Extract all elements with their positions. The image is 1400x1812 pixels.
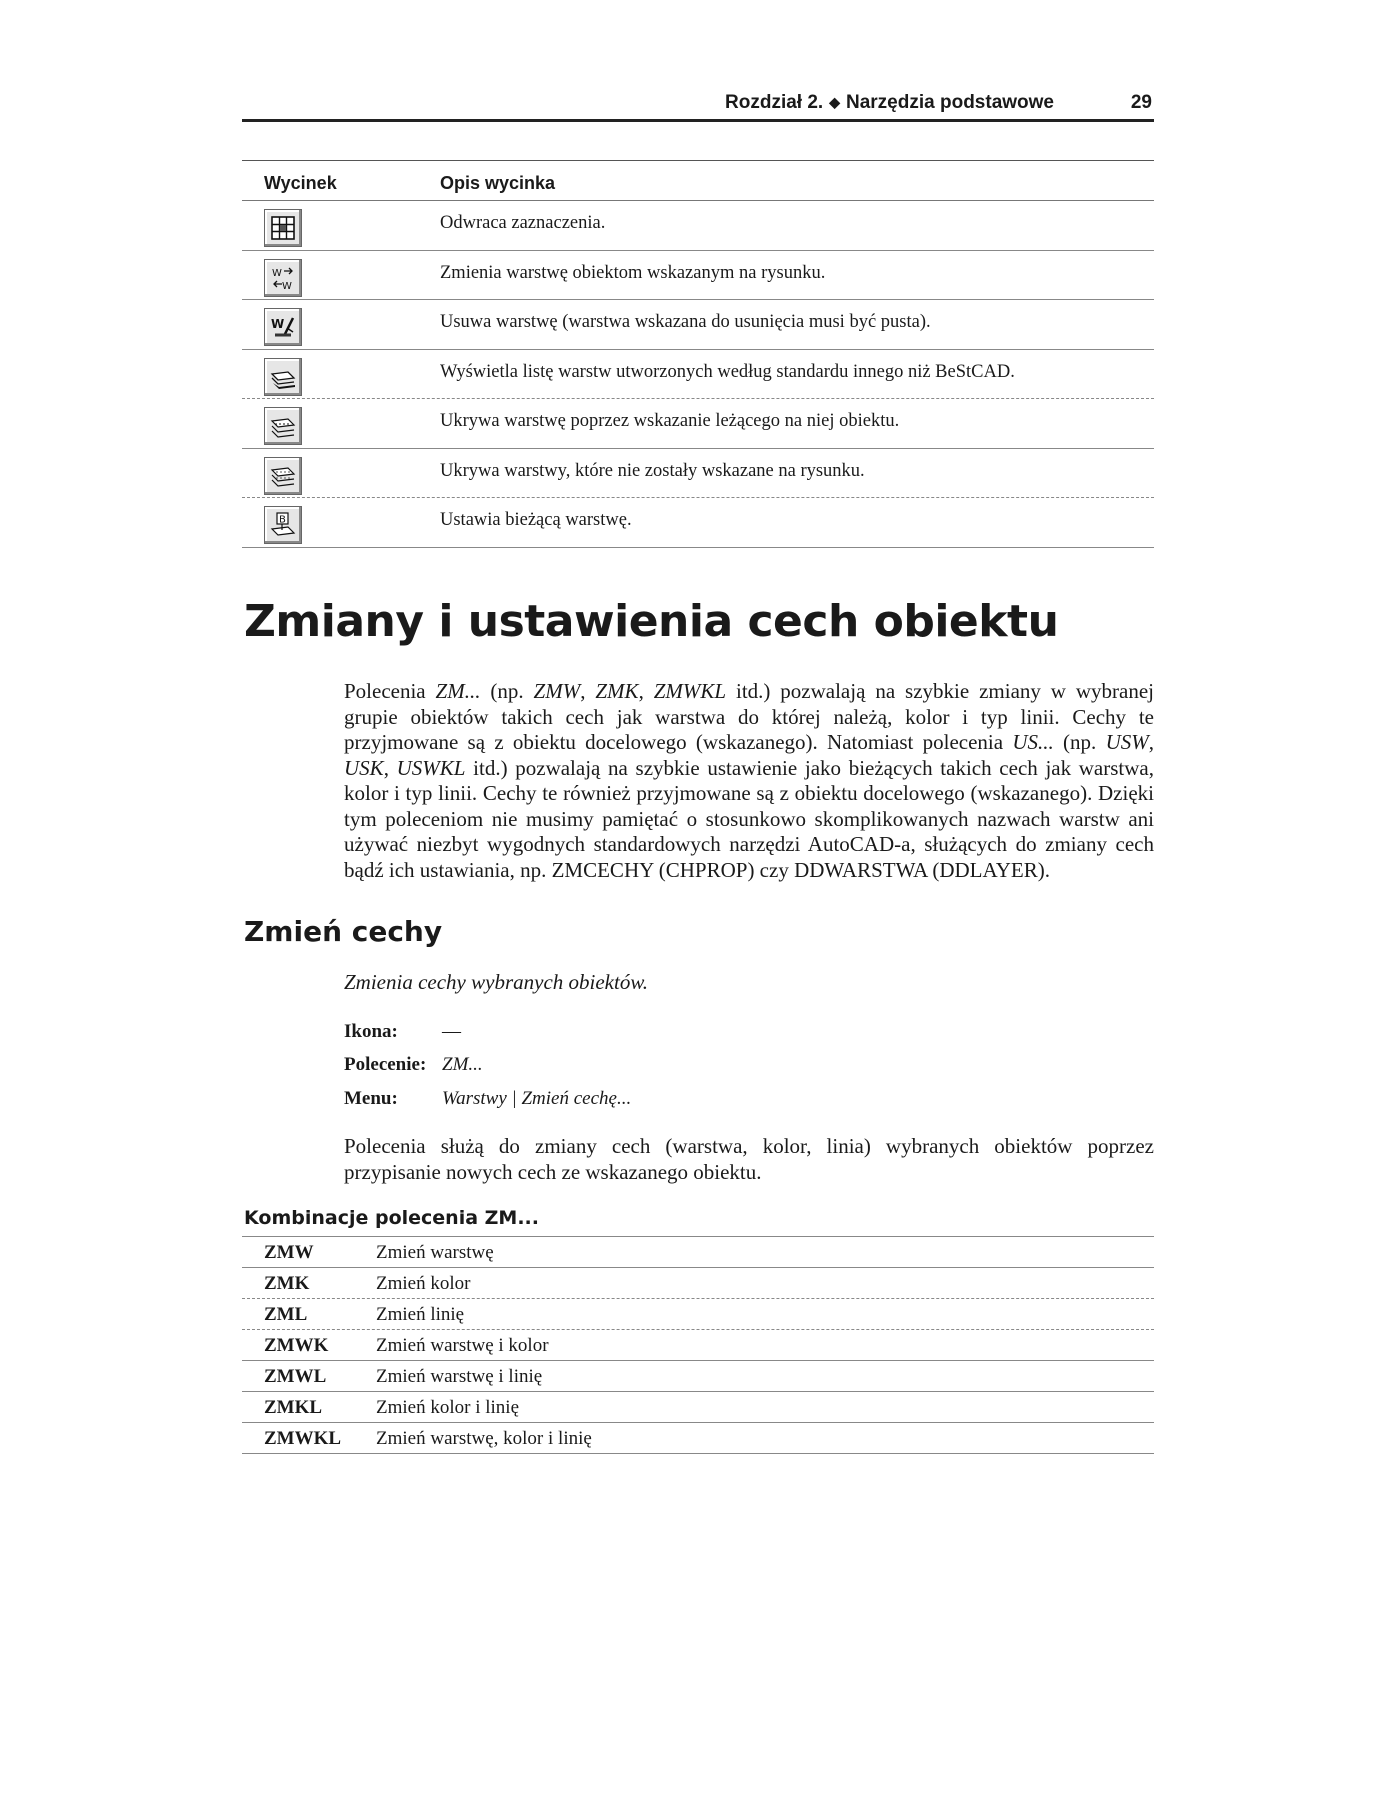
diamond-icon: ◆ (829, 94, 840, 110)
info-command-label: Polecenie (344, 1054, 420, 1075)
table-row (242, 1268, 1154, 1299)
command-code: ZMWK (264, 1335, 329, 1356)
command-description: Zmień warstwę, kolor i linię (376, 1428, 592, 1449)
svg-text:B: B (279, 514, 286, 526)
section-title: Zmiany i ustawienia cech obiektu (244, 596, 1059, 647)
column-header-wycinek: Wycinek (264, 173, 337, 193)
info-command-value: ZM... (442, 1054, 483, 1075)
svg-text:W: W (272, 267, 282, 279)
intro-paragraph: Polecenia ZM... (np. ZMW, ZMK, ZMWKL itd.) pozwalają na szybkie zmiany w wybranej grupie obiektów takich cech jak warstwa do której należą, kolor i typ linii. Cechy te przyjmowane są z obiektu docelowego (wskazanego). Natomiast polecenia US... (np. USW, USK, USWKL itd.) pozwalają na szybkie ustawienie jako bieżących takich cech jak warstwa, kolor i typ linii. Cechy te również przyjmowane są z obiektu docelowego (wskazanego). Dzięki tym poleceniom nie musimy pamiętać o stosunkowo skomplikowanych nazwach warstw ani używać niezbyt wygodnych standardowych narzędzi AutoCAD-a, służących do zmiany cech bądź ich ustawiania, np. ZMCECHY (CHPROP) czy DDWARSTWA (DDLAYER). (344, 679, 1155, 882)
info-menu-value: Warstwy | Zmień cechę... (442, 1088, 632, 1109)
command-code: ZMK (264, 1273, 310, 1294)
invert-selection-icon (264, 209, 302, 247)
table-row (242, 1423, 1154, 1454)
running-header (242, 92, 1154, 122)
description-paragraph: Polecenia służą do zmiany cech (warstwa, kolor, linia) wybranych obiektów poprzez przypisanie nowych cech ze wskazanego obiektu. (344, 1134, 1154, 1184)
table-row (242, 251, 1154, 301)
subsection-lead: Zmienia cechy wybranych obiektów. (344, 970, 649, 994)
table-row (242, 1237, 1154, 1268)
chapter-title: Rozdział 2. ◆ Narzędzia podstawowe (725, 92, 1054, 113)
hide-layer-icon (264, 407, 302, 445)
page-number: 29 (1130, 92, 1152, 113)
command-code: ZMWKL (264, 1428, 342, 1449)
command-description: Zmień kolor (376, 1273, 471, 1294)
combinations-title: Kombinacje polecenia ZM... (244, 1207, 539, 1229)
tools-table (242, 160, 1154, 548)
command-code: ZML (264, 1304, 308, 1325)
svg-text:W: W (282, 280, 292, 291)
table-row (242, 201, 1154, 251)
hide-unselected-layers-icon (264, 457, 302, 495)
layer-list-icon (264, 358, 302, 396)
table-row (242, 1361, 1154, 1392)
row-description: Ukrywa warstwę poprzez wskazanie leżącego na niej obiektu. (440, 411, 900, 431)
table-row (242, 449, 1154, 499)
table-row (242, 498, 1154, 548)
table-row (242, 399, 1154, 449)
command-description: Zmień kolor i linię (376, 1397, 520, 1418)
command-description: Zmień linię (376, 1304, 465, 1325)
set-current-layer-icon (264, 506, 302, 544)
row-description: Zmienia warstwę obiektom wskazanym na rysunku. (440, 262, 826, 283)
command-code: ZMW (264, 1242, 314, 1263)
info-icon-label: Ikona (344, 1021, 392, 1042)
row-description: Ustawia bieżącą warstwę. (440, 510, 632, 530)
change-layer-icon (264, 259, 302, 297)
command-description: Zmień warstwę i kolor (376, 1335, 549, 1356)
command-code: ZMWL (264, 1366, 327, 1387)
command-code: ZMKL (264, 1397, 323, 1418)
info-menu-label: Menu (344, 1088, 392, 1109)
combinations-table (242, 1236, 1154, 1454)
info-icon-value: — (442, 1021, 461, 1042)
table-row (242, 1299, 1154, 1330)
table-row (242, 350, 1154, 400)
table-header (242, 161, 1154, 201)
table-row (242, 300, 1154, 350)
row-description: Wyświetla listę warstw utworzonych według standardu innego niż BeStCAD. (440, 361, 1015, 382)
row-description: Ukrywa warstwy, które nie zostały wskazane na rysunku. (440, 460, 865, 481)
row-description: Odwraca zaznaczenia. (440, 213, 606, 233)
table-row (242, 1392, 1154, 1423)
row-description: Usuwa warstwę (warstwa wskazana do usunięcia musi być pusta). (440, 312, 931, 332)
column-header-opis: Opis wycinka (440, 173, 556, 193)
command-description: Zmień warstwę i linię (376, 1366, 543, 1387)
table-row (242, 1330, 1154, 1361)
delete-layer-icon (264, 308, 302, 346)
svg-text:W: W (271, 317, 285, 331)
subsection-title: Zmień cechy (244, 915, 443, 948)
command-description: Zmień warstwę (376, 1242, 494, 1263)
